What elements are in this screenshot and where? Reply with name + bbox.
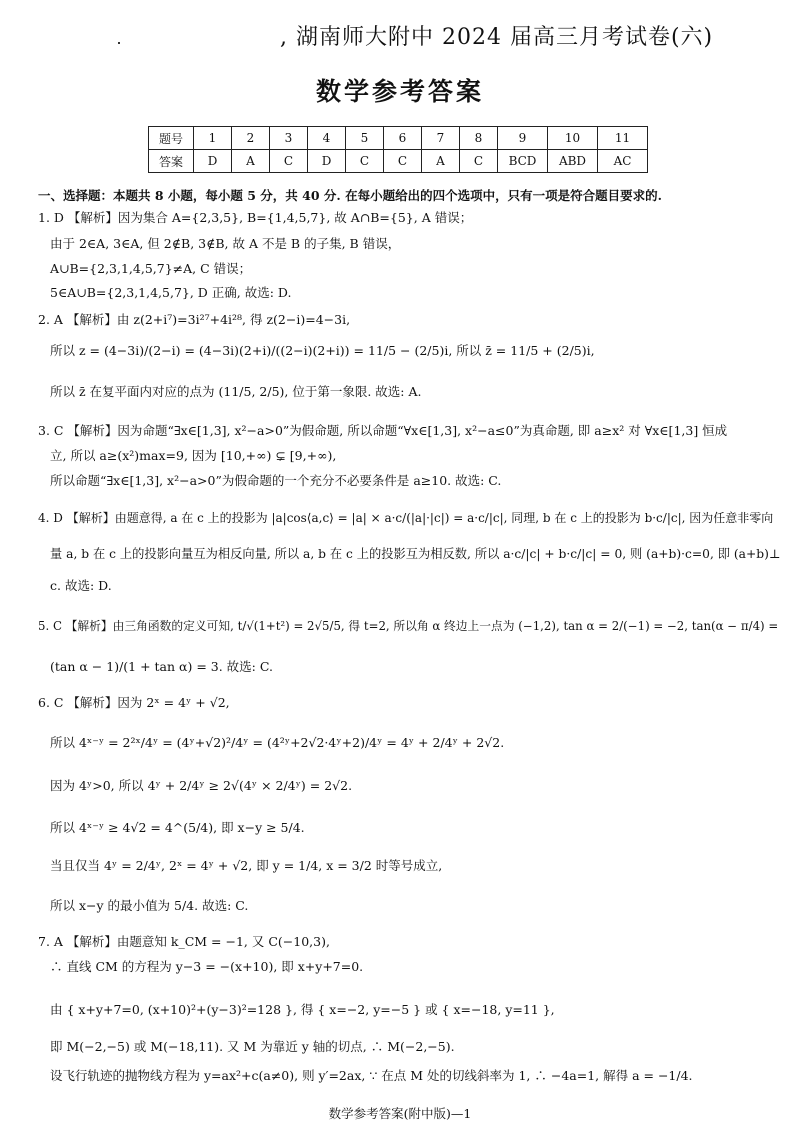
solution-line: 5∈A∪B={2,3,1,4,5,7}, D 正确, 故选: D.	[50, 285, 292, 300]
answer-table	[148, 126, 648, 173]
solution-line: 3. C 【解析】因为命题“∃x∈[1,3], x²−a>0”为假命题, 所以命题“∀x∈[1,3], x²−a≤0”为真命题, 即 a≥x² 对 ∀x∈[1,3] 恒成	[38, 423, 728, 438]
table-cell: AC	[598, 150, 648, 173]
solution-line: 2. A 【解析】由 z(2+i⁷)=3i²⁷+4i²⁸, 得 z(2−i)=4−3i,	[38, 312, 351, 327]
table-cell: A	[232, 150, 270, 173]
table-cell: 4	[308, 127, 346, 150]
solution-line: 6. C 【解析】因为 2ˣ = 4ʸ + √2,	[38, 695, 230, 710]
solution-line: 立, 所以 a≥(x²)max=9, 因为 [10,+∞) ⊊ [9,+∞),	[50, 448, 337, 463]
header-title: , 湖南师大附中 2024 届高三月考试卷(六)	[280, 25, 714, 50]
solution-line: 由 { x+y+7=0, (x+10)²+(y−3)²=128 }, 得 { x=−2, y=−5 } 或 { x=−18, y=11 },	[50, 1002, 555, 1017]
table-cell: C	[460, 150, 498, 173]
scan-speck	[118, 42, 120, 44]
solution-line: c. 故选: D.	[50, 578, 112, 593]
solution-line: 所以命题“∃x∈[1,3], x²−a>0”为假命题的一个充分不必要条件是 a≥10. 故选: C.	[50, 473, 502, 488]
table-cell: 6	[384, 127, 422, 150]
table-cell: 7	[422, 127, 460, 150]
solution-line: 所以 z = (4−3i)/(2−i) = (4−3i)(2+i)/((2−i)(2+i)) = 11/5 − (2/5)i, 所以 z̄ = 11/5 + (2/5)i,	[50, 343, 595, 358]
solution-line: ∴ 直线 CM 的方程为 y−3 = −(x+10), 即 x+y+7=0.	[50, 959, 364, 974]
table-cell: D	[308, 150, 346, 173]
solution-line: A∪B={2,3,1,4,5,7}≠A, C 错误；	[50, 261, 252, 276]
answer-row	[149, 150, 648, 173]
table-cell: 10	[548, 127, 598, 150]
question-number-row	[149, 127, 648, 150]
page-footer: 数学参考答案(附中版)—1	[328, 1106, 472, 1121]
table-cell: 1	[194, 127, 232, 150]
solution-line: 即 M(−2,−5) 或 M(−18,11). 又 M 为靠近 y 轴的切点, ∴ M(−2,−5).	[50, 1039, 455, 1054]
solution-line: 所以 z̄ 在复平面内对应的点为 (11/5, 2/5), 位于第一象限. 故选: A.	[50, 384, 422, 399]
solution-line: (tan α − 1)/(1 + tan α) = 3. 故选: C.	[50, 659, 273, 674]
solution-line: 因为 4ʸ>0, 所以 4ʸ + 2/4ʸ ≥ 2√(4ʸ × 2/4ʸ) = 2√2.	[50, 778, 353, 793]
table-cell: C	[384, 150, 422, 173]
table-cell: ABD	[548, 150, 598, 173]
solution-line: 所以 4ˣ⁻ʸ ≥ 4√2 = 4^(5/4), 即 x−y ≥ 5/4.	[50, 820, 305, 835]
table-cell: A	[422, 150, 460, 173]
solution-line: 由于 2∈A, 3∈A, 但 2∉B, 3∉B, 故 A 不是 B 的子集, B 错误，	[50, 236, 401, 251]
solution-line: 当且仅当 4ʸ = 2/4ʸ, 2ˣ = 4ʸ + √2, 即 y = 1/4, x = 3/2 时等号成立,	[50, 858, 443, 873]
row-label-answer: 答案	[149, 150, 194, 173]
table-cell: 9	[498, 127, 548, 150]
table-cell: C	[346, 150, 384, 173]
solution-line: 量 a, b 在 c 上的投影向量互为相反向量, 所以 a, b 在 c 上的投影互为相反数, 所以 a·c/|c| + b·c/|c| = 0, 则 (a+b)·c=0, 即 (a+b)⊥	[50, 547, 781, 561]
table-cell: BCD	[498, 150, 548, 173]
solution-line: 所以 4ˣ⁻ʸ = 2²ˣ/4ʸ = (4ʸ+√2)²/4ʸ = (4²ʸ+2√2·4ʸ+2)/4ʸ = 4ʸ + 2/4ʸ + 2√2.	[50, 735, 505, 750]
table-cell: C	[270, 150, 308, 173]
solution-line: 4. D 【解析】由题意得, a 在 c 上的投影为 |a|cos⟨a,c⟩ = |a| × a·c/(|a|·|c|) = a·c/|c|, 同理, b 在 c 上的投影为 b·c/|c|, 因为任意非零向	[38, 511, 774, 525]
table-cell: D	[194, 150, 232, 173]
table-cell: 3	[270, 127, 308, 150]
solution-line: 7. A 【解析】由题意知 k_CM = −1, 又 C(−10,3),	[38, 934, 330, 949]
row-label-number: 题号	[149, 127, 194, 150]
table-cell: 11	[598, 127, 648, 150]
document-title: 数学参考答案	[315, 77, 484, 106]
table-cell: 5	[346, 127, 384, 150]
solution-line: 1. D 【解析】因为集合 A={2,3,5}, B={1,4,5,7}, 故 A∩B={5}, A 错误；	[38, 210, 473, 225]
solution-line: 所以 x−y 的最小值为 5/4. 故选: C.	[50, 898, 249, 913]
table-cell: 8	[460, 127, 498, 150]
table-cell: 2	[232, 127, 270, 150]
solution-line: 5. C 【解析】由三角函数的定义可知, t/√(1+t²) = 2√5/5, 得 t=2, 所以角 α 终边上一点为 (−1,2), tan α = 2/(−1) = −2, tan(α − π/4) =	[38, 619, 779, 633]
section-heading: 一、选择题：本题共 8 小题，每小题 5 分，共 40 分. 在每小题给出的四个选项中，只有一项是符合题目要求的.	[38, 188, 662, 203]
solution-line: 设飞行轨迹的抛物线方程为 y=ax²+c(a≠0), 则 y′=2ax, ∵ 在点 M 处的切线斜率为 1, ∴ −4a=1, 解得 a = −1/4.	[50, 1068, 693, 1083]
